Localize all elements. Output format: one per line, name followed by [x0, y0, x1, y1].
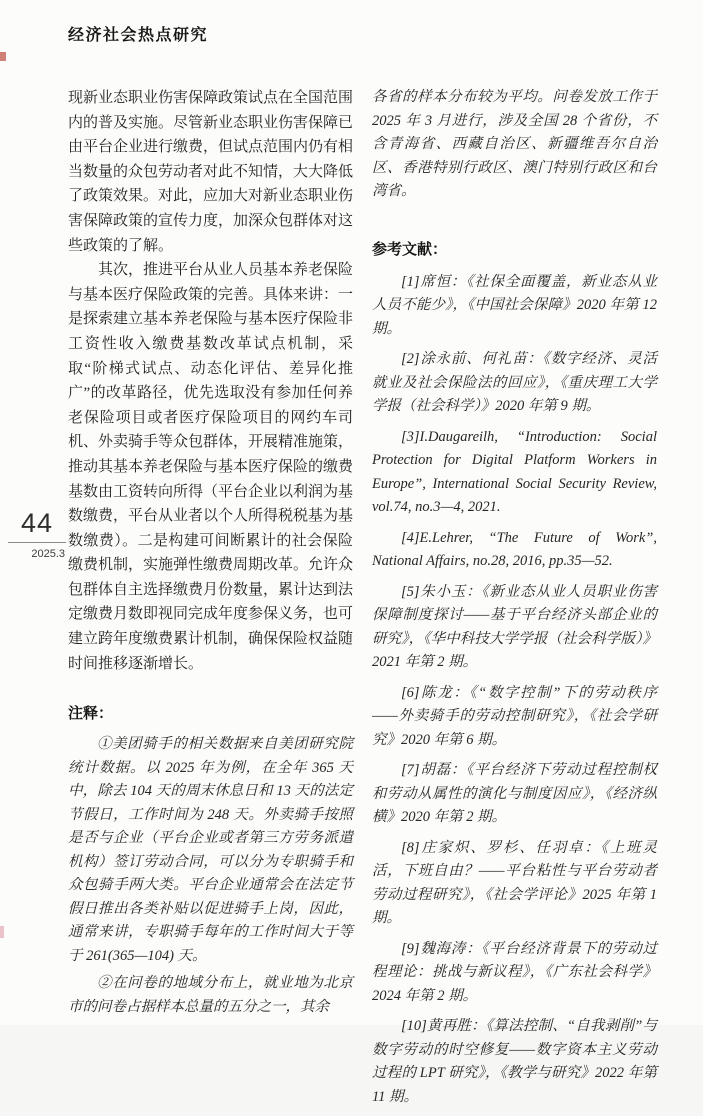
left-column [68, 86, 353, 1116]
note-continuation: 各省的样本分布较为平均。问卷发放工作于 2025 年 3 月进行，涉及全国 28 个省份，不含青海省、西藏自治区、新疆维吾尔自治区、香港特别行政区、澳门特别行政区和台湾省。 [372, 89, 657, 199]
reference-item: [7]胡磊：《平台经济下劳动过程控制权和劳动从属性的演化与制度因应》，《经济纵横》2020 年第 2 期。 [372, 762, 657, 825]
page-number-block [8, 508, 66, 560]
scan-artifact-mark [0, 926, 4, 938]
body-paragraph: 现新业态职业伤害保障政策试点在全国范围内的普及实施。尽管新业态职业伤害保障已由平台企业进行缴费，但试点范围内仍有相当数量的众包劳动者对此不知情，大大降低了政策效果。对此，应加大对新业态职业伤害保障政策的宣传力度，加深众包群体对这些政策的了解。 [68, 90, 354, 254]
notes-heading: 注释： [68, 705, 114, 723]
reference-item: [10]黄再胜：《算法控制、“自我剥削”与数字劳动的时空修复——数字资本主义劳动过程的 LPT 研究》，《教学与研究》2022 年第 11 期。 [372, 1018, 657, 1105]
note-item: ②在问卷的地域分布上，就业地为北京市的问卷占据样本总量的五分之一，其余 [68, 975, 353, 1015]
reference-item: [9]魏海涛：《平台经济背景下的劳动过程理论：挑战与新议程》，《广东社会科学》2024 年第 2 期。 [372, 940, 657, 1004]
page-number: 44 [20, 508, 54, 538]
reference-item: [3]I.Daugareilh, “Introduction: Social Protection for Digital Platform Workers in Europe”, International Social Security Review, vol.74, no.3—4, 2021. [372, 428, 657, 515]
note-item: ①美团骑手的相关数据来自美团研究院统计数据。以 2025 年为例，在全年 365 天中，除去 104 天的周末休息日和 13 天的法定节假日，工作时间为 248 天。外卖骑手按照是否与企业（平台企业或者第三方劳务派遣机构）签订劳动合同，可以分为专职骑手和众包骑手两大类。平台企业通常会在法定节假日推出各类补贴以促进骑手上岗，因此，通常来讲，专职骑手每年的工作时间大于等于 261(365—104) 天。 [68, 736, 353, 964]
reference-item: [2]涂永前、何礼苗：《数字经济、灵活就业及社会保险法的回应》，《重庆理工大学学报（社会科学）》2020 年第 9 期。 [372, 351, 657, 414]
reference-item: [5]朱小玉：《新业态从业人员职业伤害保障制度探讨——基于平台经济头部企业的研究》，《华中科技大学学报（社会科学版）》2021 年第 2 期。 [372, 583, 657, 670]
scan-artifact-mark [0, 52, 6, 61]
page-number-rule [8, 542, 66, 543]
right-column [372, 86, 657, 1116]
references-heading: 参考文献： [372, 240, 448, 258]
issue-date: 2025.3 [31, 548, 65, 560]
body-paragraph: 其次，推进平台从业人员基本养老保险与基本医疗保险政策的完善。具体来讲：一是探索建立基本养老保险与基本医疗保险非工资性收入缴费基数改革试点机制，采取“阶梯式试点、动态化评估、差异化推广”的改革路径，优先选取没有参加任何养老保险项目或者医疗保险项目的网约车司机、外卖骑手等众包群体，开展精准施策，推动其基本养老保险与基本医疗保险的缴费基数由工资转向所得（平台企业以利润为基数缴费，平台从业者以个人所得税税基为基数缴费）。二是构建可间断累计的社会保险缴费机制，实施弹性缴费周期改革。允许众包群体自主选择缴费月份数量，累计达到法定缴费月数即视同完成年度参保义务，也可建立跨年度缴费累计机制，确保保险权益随时间推移逐渐增长。 [68, 262, 354, 672]
reference-item: [6]陈龙：《“数字控制”下的劳动秩序——外卖骑手的劳动控制研究》，《社会学研究》2020 年第 6 期。 [372, 684, 657, 748]
two-column-layout [68, 86, 658, 1116]
reference-item: [1]席恒：《社保全面覆盖，新业态从业人员不能少》，《中国社会保障》2020 年第 12 期。 [372, 273, 657, 337]
section-header: 经济社会热点研究 [68, 27, 209, 44]
reference-item: [4]E.Lehrer, “The Future of Work”, National Affairs, no.28, 2016, pp.35—52. [372, 529, 657, 569]
reference-item: [8]庄家炽、罗杉、任羽卓：《上班灵活，下班自由？——平台粘性与平台劳动者劳动过程研究》，《社会学评论》2025 年第 1 期。 [372, 839, 657, 926]
